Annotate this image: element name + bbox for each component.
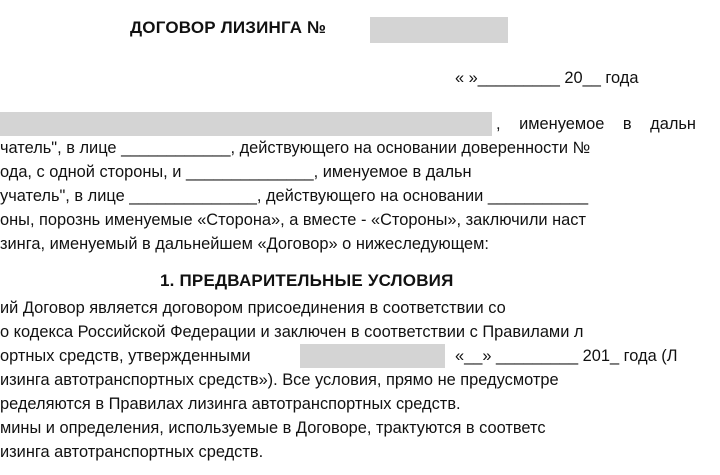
paragraph-line: мины и определения, используемые в Договоре, трактуются в соответс: [0, 419, 546, 437]
paragraph-line: «__» _________ 201_ года (Л: [455, 347, 678, 365]
paragraph-line: ортных средств, утвержденными: [0, 347, 251, 365]
paragraph-line: о кодекса Российской Федерации и заключен в соответствии с Правилами л: [0, 323, 584, 341]
paragraph-line: ий Договор является договором присоединения в соответствии со: [0, 299, 506, 317]
paragraph-line: изинга автотранспортных средств.: [0, 443, 264, 461]
paragraph-line: , именуемое в дальн: [496, 115, 696, 133]
redacted-contract-number: [370, 17, 508, 43]
document-title: ДОГОВОР ЛИЗИНГА №: [130, 18, 327, 37]
paragraph-line: ределяются в Правилах лизинга автотранспортных средств.: [0, 395, 461, 413]
paragraph-line: ода, с одной стороны, и ______________, именуемое в дальн: [0, 163, 472, 181]
paragraph-line: изинга автотранспортных средств»). Все условия, прямо не предусмотре: [0, 371, 559, 389]
paragraph-line: зинга, именуемый в дальнейшем «Договор» о нижеследующем:: [0, 235, 489, 253]
paragraph-line: чатель", в лице ____________, действующего на основании доверенности №: [0, 139, 591, 157]
date-line: « »_________ 20__ года: [455, 69, 639, 87]
redacted-party-name: [0, 112, 492, 136]
section-title: 1. ПРЕДВАРИТЕЛЬНЫЕ УСЛОВИЯ: [160, 271, 454, 290]
paragraph-line: оны, порознь именуемые «Сторона», а вместе - «Стороны», заключили наст: [0, 211, 586, 229]
paragraph-line: учатель", в лице ______________, действующего на основании ___________: [0, 187, 589, 205]
redacted-approver: [300, 344, 445, 368]
